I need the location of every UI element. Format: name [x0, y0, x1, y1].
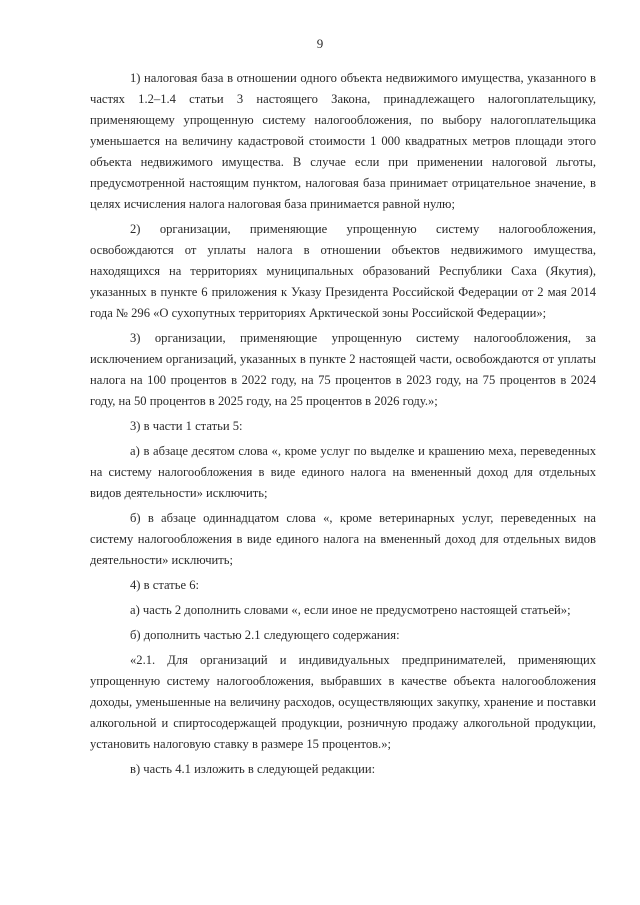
page-number: 9 — [316, 36, 324, 51]
paragraph-arctic-exemption: 2) организации, применяющие упрощенную систему налогообложения, освобождаются от уплаты налога в отношении объектов недвижимого имущества, находящихся на территориях муниципальных образований Республики Саха (Якутия), указанных в пункте 6 приложения к Указу Президента Российской Федерации от 2 мая 2014 года № 296 «О сухопутных территориях Арктической зоны Российской Федерации»; — [90, 222, 596, 320]
document-body — [90, 68, 596, 784]
paragraph-part-4-1: в) часть 4.1 изложить в следующей редакции: — [130, 762, 376, 776]
paragraph-article-6: 4) в статье 6: — [130, 578, 200, 592]
paragraph-veterinary-services: б) в абзаце одиннадцатом слова «, кроме ветеринарных услуг, переведенных на систему налогообложения в виде единого налога на вмененный доход для отдельных видов деятельности» исключить; — [90, 511, 596, 567]
paragraph-part-2-1-text: «2.1. Для организаций и индивидуальных предпринимателей, применяющих упрощенную систему налогообложения, выбравших в качестве объекта налогообложения доходы, уменьшенные на величину расходов, осуществляющих закупку, хранение и поставки алкогольной и спиртосодержащей продукции, розничную продажу алкогольной продукции, установить налоговую ставку в размере 15 процентов.»; — [90, 653, 596, 751]
paragraph-article-5-part-1: 3) в части 1 статьи 5: — [130, 419, 243, 433]
paragraph-tax-base: 1) налоговая база в отношении одного объекта недвижимого имущества, указанного в частях 1.2–1.4 статьи 3 настоящего Закона, принадлежащего налогоплательщику, применяющему упрощенную систему налогообложения, по выбору налогоплательщика уменьшается на величину кадастровой стоимости 1 000 квадратных метров площади этого объекта недвижимого имущества. В случае если при применении налоговой льготы, предусмотренной настоящим пунктом, налоговая база принимает отрицательное значение, в целях исчисления налога налоговая база принимается равной нулю; — [90, 71, 596, 211]
paragraph-percent-exemption: 3) организации, применяющие упрощенную систему налогообложения, за исключением организаций, указанных в пункте 2 настоящей части, освобождаются от уплаты налога на 100 процентов в 2022 году, на 75 процентов в 2023 году, на 75 процентов в 2024 году, на 50 процентов в 2025 году, на 25 процентов в 2026 году.»; — [90, 331, 596, 408]
paragraph-part-2-1-addition: б) дополнить частью 2.1 следующего содержания: — [130, 628, 400, 642]
paragraph-fur-services: а) в абзаце десятом слова «, кроме услуг по выделке и крашению меха, переведенных на систему налогообложения в виде единого налога на вмененный доход для отдельных видов деятельности» исключить; — [90, 444, 596, 500]
paragraph-part-2-amendment: а) часть 2 дополнить словами «, если иное не предусмотрено настоящей статьей»; — [130, 603, 571, 617]
